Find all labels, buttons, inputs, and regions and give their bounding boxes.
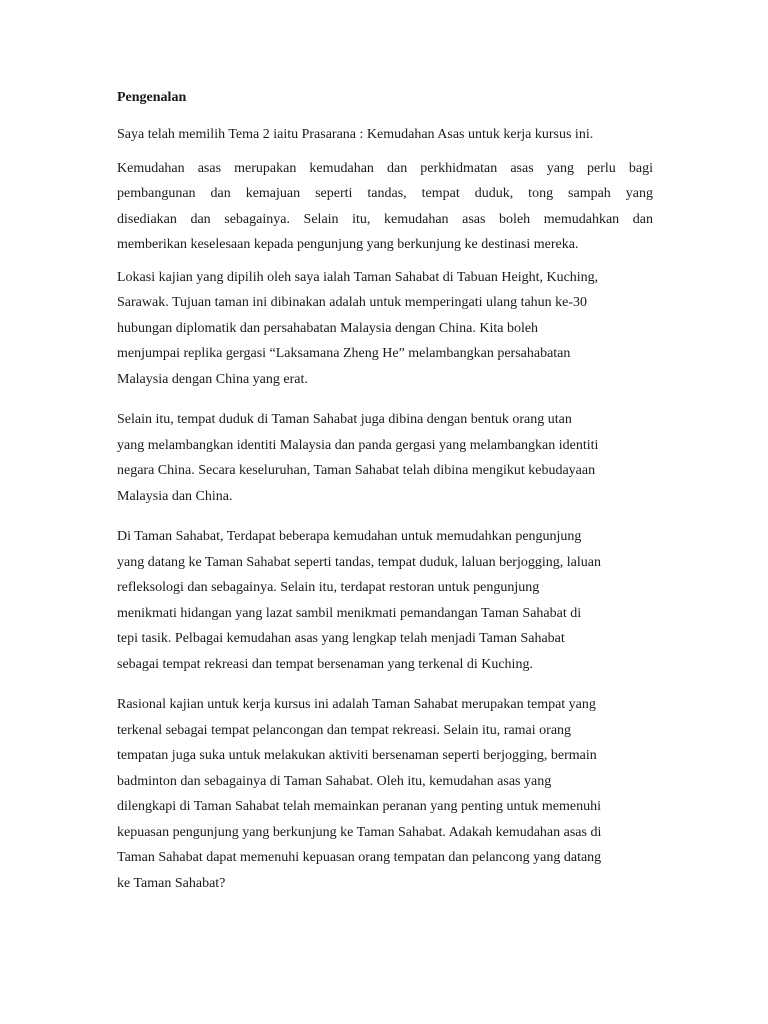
paragraph-line: yang melambangkan identiti Malaysia dan panda gergasi yang melambangkan identiti [117,437,599,453]
paragraph-line: hubungan diplomatik dan persahabatan Malaysia dengan China. Kita boleh [117,320,539,336]
section-heading: Pengenalan [117,90,187,105]
paragraph-line: tepi tasik. Pelbagai kemudahan asas yang lengkap telah menjadi Taman Sahabat [117,631,565,646]
paragraph-line: disediakan dan sebagainya. Selain itu, kemudahan asas boleh memudahkan dan [117,211,653,227]
paragraph-line: Malaysia dan China. [117,488,233,504]
paragraph-line: ke Taman Sahabat? [117,875,226,891]
paragraph-line: memberikan keselesaan kepada pengunjung yang berkunjung ke destinasi mereka. [117,237,579,252]
paragraph-line: dilengkapi di Taman Sahabat telah memainkan peranan yang penting untuk memenuhi [117,799,601,814]
paragraph-line: pembangunan dan kemajuan seperti tandas, tempat duduk, tong sampah yang [117,186,653,201]
paragraph-theme [117,122,653,148]
paragraph-line: yang datang ke Taman Sahabat seperti tandas, tempat duduk, laluan berjogging, laluan [117,554,601,570]
paragraph-line: menikmati hidangan yang lazat sambil menikmati pemandangan Taman Sahabat di [117,605,582,621]
paragraph-line: Di Taman Sahabat, Terdapat beberapa kemudahan untuk memudahkan pengunjung [117,529,582,544]
paragraph-definition [117,156,653,258]
paragraph-line: Taman Sahabat dapat memenuhi kepuasan orang tempatan dan pelancong yang datang [117,850,602,865]
paragraph-line: Rasional kajian untuk kerja kursus ini adalah Taman Sahabat merupakan tempat yang [117,697,596,712]
paragraph-line: terkenal sebagai tempat pelancongan dan tempat rekreasi. Selain itu, ramai orang [117,722,572,738]
paragraph-seating [117,407,653,509]
paragraph-line: Kemudahan asas merupakan kemudahan dan perkhidmatan asas yang perlu bagi [117,160,653,176]
document-body [117,88,653,896]
paragraph-line: refleksologi dan sebagainya. Selain itu, terdapat restoran untuk pengunjung [117,580,540,595]
paragraph-line: tempatan juga suka untuk melakukan aktiviti bersenaman seperti berjogging, bermain [117,748,597,763]
paragraph-line: sebagai tempat rekreasi dan tempat bersenaman yang terkenal di Kuching. [117,656,533,672]
paragraph-line: Malaysia dengan China yang erat. [117,371,308,387]
paragraph-line: badminton dan sebagainya di Taman Sahabat. Oleh itu, kemudahan asas yang [117,773,552,789]
paragraph-line: kepuasan pengunjung yang berkunjung ke Taman Sahabat. Adakah kemudahan asas di [117,824,602,840]
paragraph-location [117,265,653,393]
paragraph-line: Sarawak. Tujuan taman ini dibinakan adalah untuk memperingati ulang tahun ke-30 [117,295,588,310]
paragraph-line: Saya telah memilih Tema 2 iaitu Prasarana : Kemudahan Asas untuk kerja kursus ini. [117,127,594,142]
paragraph-line: Lokasi kajian yang dipilih oleh saya ialah Taman Sahabat di Tabuan Height, Kuching, [117,269,599,285]
paragraph-rationale [117,692,653,896]
paragraph-facilities [117,524,653,677]
paragraph-line: menjumpai replika gergasi “Laksamana Zheng He” melambangkan persahabatan [117,346,571,361]
paragraph-line: negara China. Secara keseluruhan, Taman Sahabat telah dibina mengikut kebudayaan [117,463,596,478]
paragraph-line: Selain itu, tempat duduk di Taman Sahabat juga dibina dengan bentuk orang utan [117,412,572,427]
